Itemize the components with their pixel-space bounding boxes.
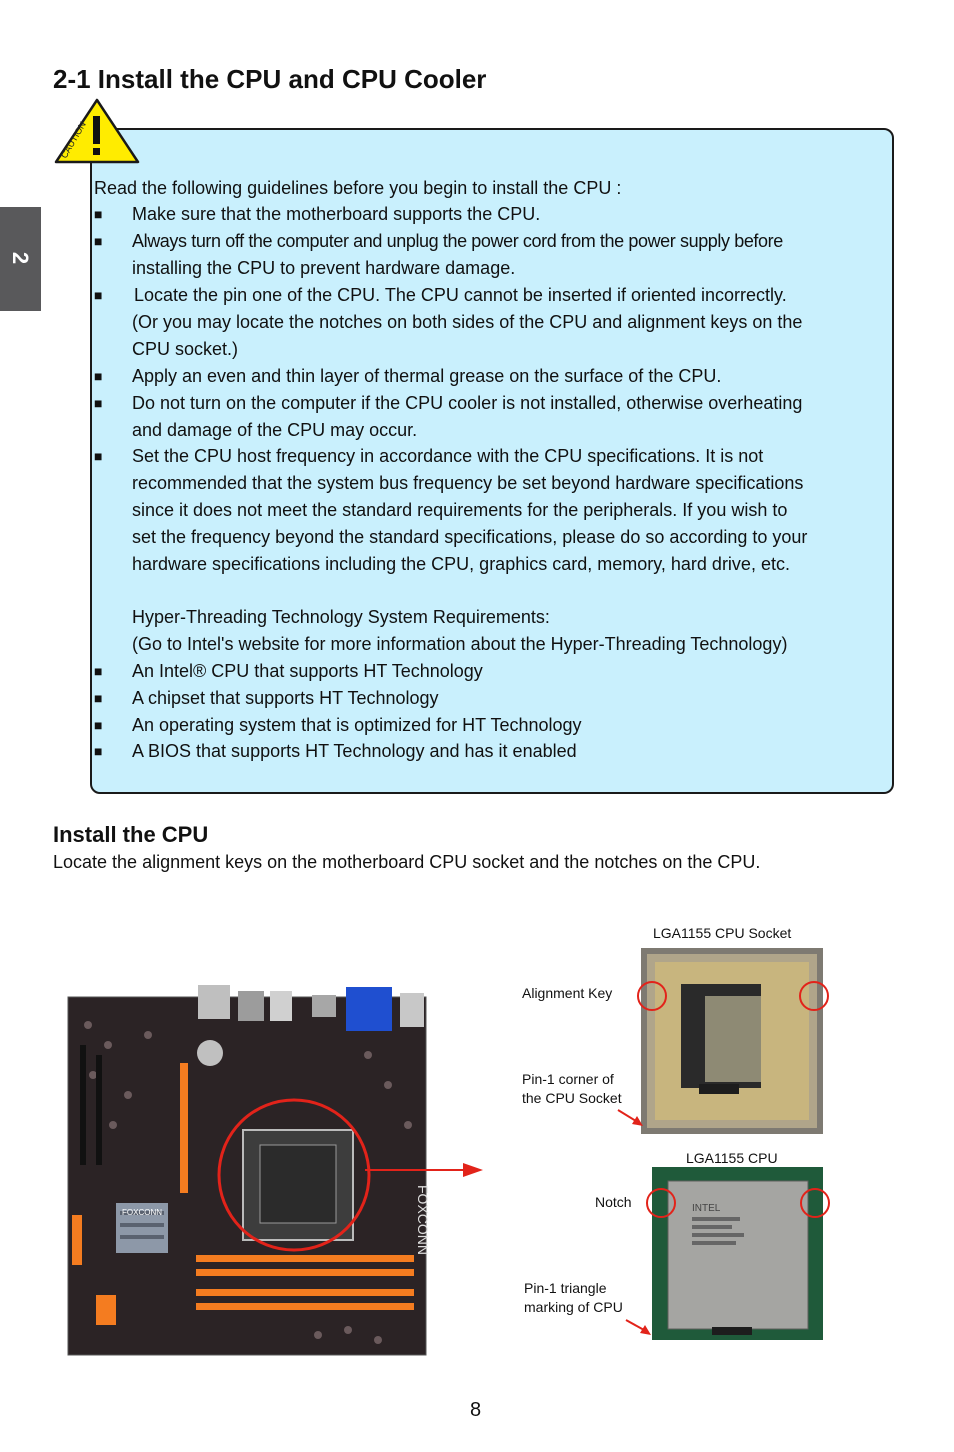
pin1-cpu-label	[524, 1279, 623, 1317]
caution-label: CAUTION	[59, 119, 88, 160]
bullet-glyph: ■	[94, 743, 103, 759]
list-item	[132, 228, 872, 282]
list-item	[132, 363, 872, 390]
chapter-number: 2	[8, 251, 33, 265]
alignment-key-circle-left	[636, 980, 668, 1012]
list-item-text: Always turn off the computer and unplug the power cord from the power supply before	[132, 231, 783, 251]
list-item	[132, 282, 872, 363]
notch-circle-right	[799, 1187, 831, 1219]
section-heading: Install the CPU	[53, 822, 209, 847]
bullet-glyph: ■	[94, 663, 103, 679]
pin1-socket-label-line: the CPU Socket	[522, 1090, 622, 1106]
pin1-socket-label	[522, 1070, 622, 1108]
list-item: An operating system that is optimized for HT Technology	[132, 715, 582, 735]
bullet-glyph: ■	[94, 395, 103, 411]
board-logo-small: FOXCONN	[122, 1208, 162, 1217]
chapter-tab	[0, 207, 41, 311]
cpu-title: LGA1155 CPU	[686, 1150, 778, 1166]
list-item-text: Set the CPU host frequency in accordance with the CPU specifications. It is not	[132, 446, 764, 466]
list-item-text: Do not turn on the computer if the CPU cooler is not installed, otherwise overheating	[132, 393, 803, 413]
list-item-text: recommended that the system bus frequency be set beyond hardware specifications	[132, 473, 804, 493]
pin1-socket-arrow	[616, 1108, 646, 1128]
cpu-photo	[652, 1167, 823, 1340]
caution-intro: Read the following guidelines before you begin to install the CPU :	[94, 178, 622, 198]
bullet-glyph: ■	[94, 717, 103, 733]
bullet-glyph: ■	[94, 206, 103, 222]
list-item-text: CPU socket.)	[132, 339, 239, 359]
list-item	[132, 443, 872, 578]
pin1-cpu-label-line: marking of CPU	[524, 1299, 623, 1315]
list-item: An Intel® CPU that supports HT Technology	[132, 661, 483, 681]
list-item-text: and damage of the CPU may occur.	[132, 420, 418, 440]
bullet-glyph: ■	[94, 287, 103, 303]
list-item-text: since it does not meet the standard requirements for the peripherals. If you wish to	[132, 500, 788, 520]
list-item-text: hardware specifications including the CPU, graphics card, memory, hard drive, etc.	[132, 554, 790, 574]
pin1-socket-label-line: Pin-1 corner of	[522, 1071, 614, 1087]
pointer-arrow	[365, 1160, 490, 1184]
list-item-text: (Or you may locate the notches on both sides of the CPU and alignment keys on the	[132, 312, 803, 332]
section-description: Locate the alignment keys on the motherboard CPU socket and the notches on the CPU.	[53, 852, 761, 872]
bullet-glyph: ■	[94, 368, 103, 384]
bullet-glyph: ■	[94, 448, 103, 464]
notch-circle-left	[645, 1187, 677, 1219]
list-item-text: Make sure that the motherboard supports the CPU.	[132, 204, 541, 224]
list-item: A chipset that supports HT Technology	[132, 688, 439, 708]
bullet-glyph: ■	[94, 233, 103, 249]
list-item	[132, 201, 872, 228]
list-item-text: Locate the pin one of the CPU. The CPU cannot be inserted if oriented incorrectly.	[134, 285, 787, 305]
board-logo: FOXCONN	[415, 1185, 431, 1255]
bullet-glyph: ■	[94, 690, 103, 706]
pin1-cpu-label-line: Pin-1 triangle	[524, 1280, 607, 1296]
page-number: 8	[470, 1399, 482, 1421]
ht-note: (Go to Intel's website for more information about the Hyper-Threading Technology)	[132, 634, 788, 654]
list-item	[132, 390, 872, 444]
socket-title: LGA1155 CPU Socket	[653, 925, 792, 941]
alignment-key-circle-right	[798, 980, 830, 1012]
list-item-text: Apply an even and thin layer of thermal grease on the surface of the CPU.	[132, 366, 722, 386]
notch-label: Notch	[595, 1194, 632, 1210]
list-item-text: set the frequency beyond the standard specifications, please do so according to your	[132, 527, 808, 547]
alignment-key-label: Alignment Key	[522, 985, 613, 1001]
pin1-cpu-arrow	[624, 1318, 654, 1338]
ht-heading: Hyper-Threading Technology System Requirements:	[132, 607, 550, 627]
socket-photo	[641, 948, 823, 1134]
list-item-text: installing the CPU to prevent hardware damage.	[132, 258, 516, 278]
page-title: 2-1 Install the CPU and CPU Cooler	[53, 64, 487, 94]
cpu-marking: INTEL	[692, 1203, 721, 1214]
list-item: A BIOS that supports HT Technology and has it enabled	[132, 741, 577, 761]
